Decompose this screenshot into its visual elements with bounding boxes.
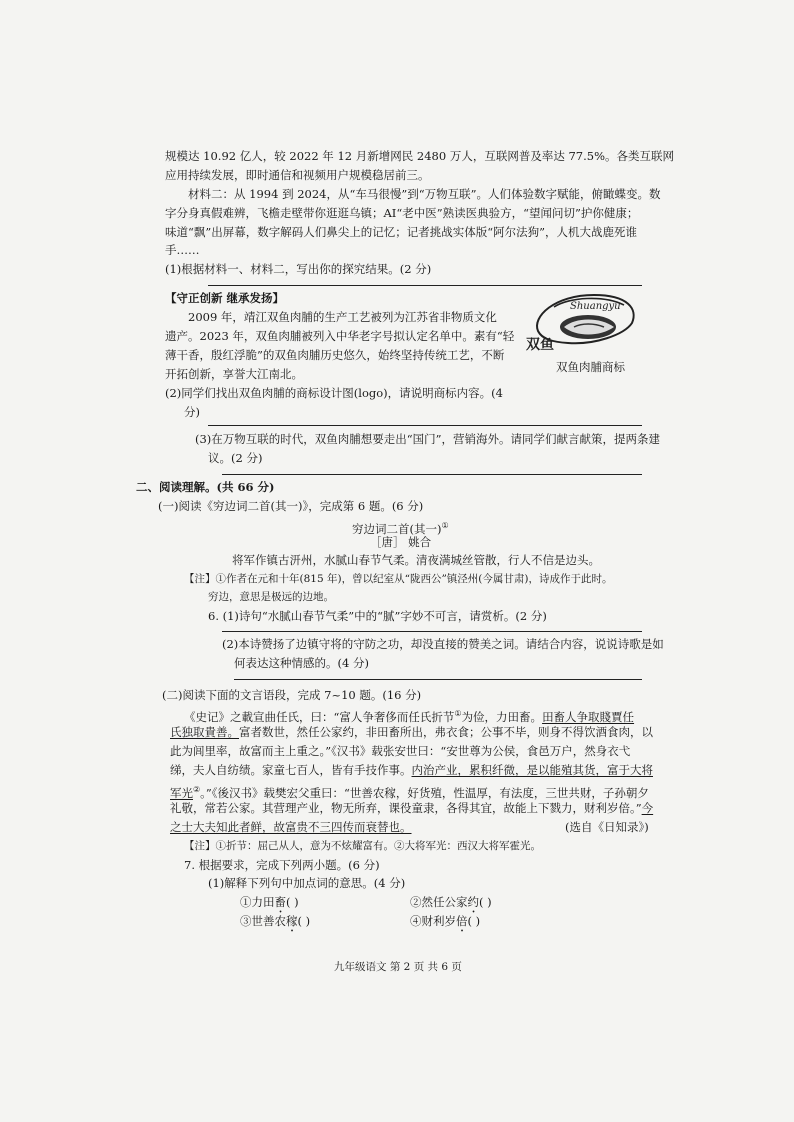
page-footer: 九年级语文 第 2 页 共 6 页	[334, 961, 462, 973]
poem-author: ［唐］ 姚合	[370, 535, 432, 549]
answer-line	[208, 285, 642, 286]
question-1: (1)根据材料一、材料二，写出你的探究结果。(2 分)	[165, 262, 432, 276]
question-6-2: (2)本诗赞扬了边镇守将的守防之功，却没直接的赞美之词。请结合内容，说说诗歌是如	[222, 637, 664, 651]
question-6-2-cont: 何表达这种情感的。(4 分)	[234, 656, 369, 670]
material-line: 应用持续发展，即时通信和视频用户规模稳居前三。	[165, 168, 430, 182]
question-2-cont: 分)	[184, 405, 200, 419]
material-line: 味道“飘”出屏幕，数字解码人们鼻尖上的记忆；记者挑战实体版“阿尔法狗”，人机大战鹿死谁	[165, 225, 638, 239]
classical-line: 之士大夫知此者鲜，故富贵不三四传而衰替也。	[170, 820, 412, 834]
classical-line: 礼敬，常若公家。其营理产业，物无所弃，课役童隶，各得其宜，故能上下戮力，财利岁倍。”今	[170, 801, 654, 815]
poem-title: 穷边词二首(其一)①	[352, 521, 449, 536]
question-7: 7. 根据要求，完成下列两小题。(6 分)	[184, 858, 380, 872]
answer-line	[222, 474, 642, 475]
poem-note-cont: 穷边，意思是极远的边地。	[208, 591, 334, 603]
answer-line	[222, 631, 642, 632]
source-citation: (选自《日知录》)	[565, 820, 649, 834]
body-line: 开拓创新，享誉大江南北。	[165, 367, 303, 381]
classical-line: 氏独取貴善。富者数世，然任公家约，非田畜所出，弗衣食；公事不毕，则身不得饮酒食肉，以	[170, 725, 653, 739]
shuangyu-logo-image	[524, 287, 642, 353]
body-line: 遗产。2023 年，双鱼肉脯被列入中华老字号拟认定名单中。素有“轻	[165, 329, 515, 343]
body-line: 薄干香，殷红浮脆”的双鱼肉脯历史悠久，始终坚持传统工艺，不断	[165, 348, 505, 362]
svg-text:Shuangyu: Shuangyu	[570, 301, 621, 312]
classical-note: 【注】①折节：屈己从人，意为不炫耀富有。②大将军光：西汉大将军霍光。	[184, 840, 541, 852]
blank-option-2: ②然任公家约( )	[410, 895, 492, 909]
logo-caption: 双鱼肉脯商标	[556, 360, 625, 374]
classical-line: 此为闾里率，故富而主上重之。”《汉书》载张安世曰：“安世尊为公侯，食邑万户，然身衣弋	[170, 744, 631, 758]
answer-line	[208, 425, 642, 426]
question-6-1: 6. (1)诗句“水腻山春节气柔”中的“腻”字妙不可言，请赏析。(2 分)	[208, 609, 547, 623]
poem-note: 【注】①作者在元和十年(815 年)，曾以纪室从“陇西公”镇泾州(今属甘肃)，诗成作于此时。	[184, 573, 613, 585]
poem-text: 将军作镇古汧州，水腻山春节气柔。清夜满城丝管散，行人不信是边头。	[232, 553, 600, 567]
svg-text:双鱼: 双鱼	[526, 337, 554, 353]
body-line: 2009 年，靖江双鱼肉脯的生产工艺被列为江苏省非物质文化	[188, 310, 497, 324]
section-header: 【守正创新 继承发扬】	[165, 291, 285, 305]
material-line: 手……	[165, 243, 200, 257]
material-line: 字分身真假难辨，飞檐走壁带你逛逛乌镇；AI“老中医”熟读医典验方，“望闻问切”护你健康；	[165, 206, 639, 220]
blank-option-4: ④财利岁倍( )	[410, 914, 481, 928]
blank-option-3: ③世善农稼( )	[240, 914, 311, 928]
classical-line: 军光②。”《後汉书》载樊宏父重曰：“世善农稼，好货殖，性温厚，有法度，三世共财，子孙朝夕	[170, 785, 649, 800]
classical-line: 绨，夫人自纺绩。家童七百人，皆有手技作事。内治产业，累积纤微，是以能殖其货，富于大将	[170, 763, 653, 777]
question-7-1: (1)解释下列句中加点词的意思。(4 分)	[208, 876, 406, 890]
question-3: (3)在万物互联的时代，双鱼肉脯想要走出“国门”，营销海外。请同学们献言献策，提两条建	[195, 432, 661, 446]
question-3-cont: 议。(2 分)	[208, 451, 263, 465]
material-line: 材料二：从 1994 到 2024，从“车马很慢”到“万物互联”。人们体验数字赋能，俯瞰蝶变。数	[188, 187, 661, 201]
part-title: (二)阅读下面的文言语段，完成 7~10 题。(16 分)	[162, 688, 422, 702]
section-title: 二、阅读理解。(共 66 分)	[136, 480, 275, 494]
part-title: (一)阅读《穷边词二首(其一)》，完成第 6 题。(6 分)	[158, 499, 424, 513]
question-2: (2)同学们找出双鱼肉脯的商标设计图(logo)，请说明商标内容。(4	[165, 386, 503, 400]
classical-line: 《史记》之載宣曲任氏，曰：“富人争奢侈而任氏折节①为俭，力田畜。田畜人争取賤賈任	[184, 709, 635, 724]
answer-line	[234, 679, 642, 680]
material-line: 规模达 10.92 亿人，较 2022 年 12 月新增网民 2480 万人，互联网普及率达 77.5%。各类互联网	[165, 149, 675, 163]
blank-option-1: ①力田畜( )	[240, 895, 299, 909]
